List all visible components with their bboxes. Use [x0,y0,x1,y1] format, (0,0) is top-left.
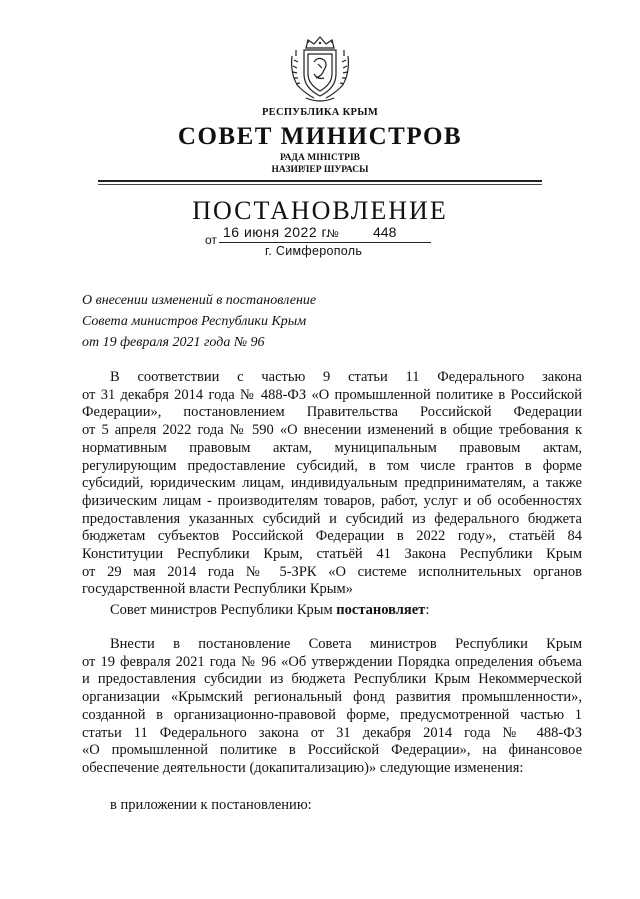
resolution-keyword: постановляет [336,602,426,618]
text-line: и предоставления субсидии из бюджета Республики Крым Некоммерческой [82,671,582,688]
council-name: СОВЕТ МИНИСТРОВ [177,123,463,150]
header-divider-thin [98,184,542,185]
resolution-colon: : [425,602,430,618]
date-underline [219,242,431,243]
text-line: от 31 декабря 2014 года № 488-ФЗ «О промышленной политике в Российской [82,386,582,403]
document-type-title: ПОСТАНОВЛЕНИЕ [192,196,448,225]
decree-city: г. Симферополь [265,244,363,258]
text-line: физическим лицам - производителям товаров, работ, услуг и об особенностях [82,492,582,509]
text-line: Конституции Республики Крым, статьёй 41 Закона Республики Крым [82,546,582,563]
text-line: от 5 апреля 2022 года № 590 «О внесении изменений в общие требования к [82,422,582,439]
decree-subject [82,290,316,353]
text-line: В соответствии с частью 9 статьи 11 Федерального закона [110,369,582,385]
preamble-paragraph [82,369,582,599]
text-line: государственной власти Республики Крым» [82,581,353,598]
text-line: обеспечение деятельности (докапитализацию)» следующие изменения: [82,759,524,776]
text-line: субсидий, юридическим лицам, индивидуальным предпринимателям, а также [82,475,582,492]
council-name-ukrainian: РАДА МІНІСТРІВ [279,153,360,163]
resolution-text: Совет министров Республики Крым [110,602,337,618]
text-line: Внести в постановление Совета министров Республики Крым [110,636,582,652]
crimea-coat-of-arms-icon [284,34,356,106]
subject-line: Совета министров Республики Крым [82,314,307,329]
text-line: статьи 11 Федерального закона от 31 декабря 2014 года № 488-ФЗ [82,724,582,741]
appendix-paragraph: в приложении к постановлению: [110,797,312,813]
text-line: от 29 мая 2014 года № 5-ЗРК «О системе исполнительных органов [82,563,582,580]
republic-name: РЕСПУБЛИКА КРЫМ [261,107,379,118]
text-line: нормативным правовым актам, муниципальным правовым актам, [82,439,582,456]
text-line: регулирующим предоставление субсидий, в том числе грантов в форме [82,457,582,474]
text-line: организации «Крымский региональный фонд развития промышленности», [82,689,582,706]
text-line: Федерации», постановлением Правительства Российской Федерации [82,404,582,421]
header-divider [98,180,542,182]
text-line: предоставления указанных субсидий и субсидий из федерального бюджета [82,510,582,527]
amendment-paragraph [82,636,582,778]
text-line: «О промышленной политике в Российской Федерации», на финансовое [82,742,582,759]
decree-date: 16 июня 2022 г. [223,224,330,240]
subject-line: О внесении изменений в постановление [82,293,317,308]
text-line: от 19 февраля 2021 года № 96 «Об утверждении Порядка определения объема [82,653,582,670]
text-line: созданной в организационно-правовой форме, предусмотренной частью 1 [82,706,582,723]
date-prefix: от [205,233,217,247]
text-line: бюджетам субъектов Российской Федерации в 2022 году», статьёй 84 [82,528,582,545]
number-sign: № [327,228,339,240]
resolution-paragraph [82,602,610,620]
subject-line: от 19 февраля 2021 года № 96 [82,335,265,350]
council-name-crimean-tatar: НАЗИРЛЕР ШУРАСЫ [271,165,369,175]
decree-number: 448 [373,224,397,240]
